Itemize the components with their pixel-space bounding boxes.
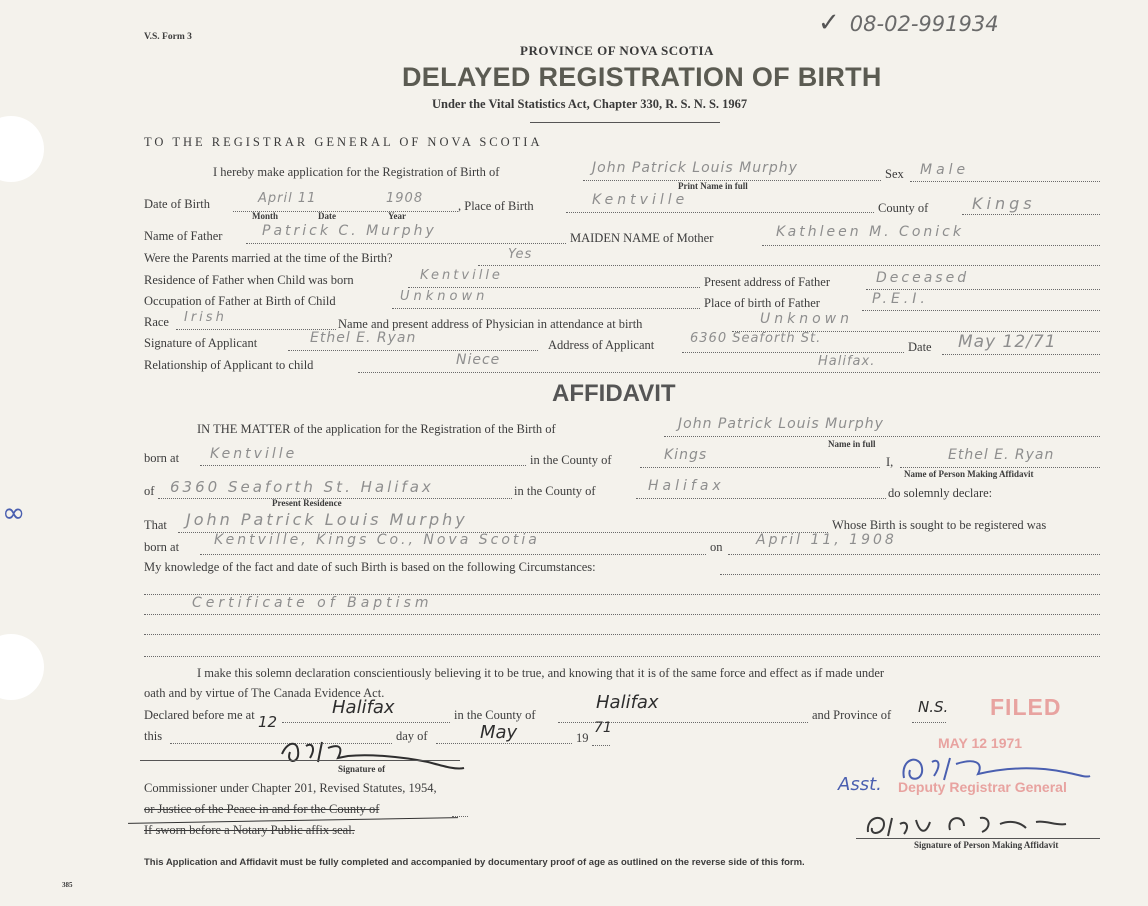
app-date-label: Date xyxy=(908,340,932,354)
born-at-line xyxy=(200,465,526,466)
person-affidavit-caption: Name of Person Making Affidavit xyxy=(904,469,1034,479)
app-date-value: May 12/71 xyxy=(958,332,1057,352)
present-address-father-label: Present address of Father xyxy=(704,275,831,289)
this-label: this xyxy=(144,729,163,743)
declared-county-value: Halifax xyxy=(596,692,659,713)
occupation-father-line xyxy=(392,308,700,309)
sex-value: Male xyxy=(920,162,970,178)
asst-mark: Asst. xyxy=(838,774,882,795)
county-value: Kings xyxy=(972,194,1036,213)
person-name-value: Ethel E. Ryan xyxy=(948,447,1055,463)
place-of-birth-line xyxy=(566,212,874,213)
affidavit-child-value: John Patrick Louis Murphy xyxy=(678,416,884,432)
form-subtitle: Under the Vital Statistics Act, Chapter 330, R. S. N. S. 1967 xyxy=(432,97,748,111)
footer-note: This Application and Affidavit must be fully completed and accompanied by documentary proof of age as outlined on the reverse side of this form. xyxy=(144,857,805,868)
present-address-father-value: Deceased xyxy=(876,270,970,286)
circumstance-line-4 xyxy=(144,656,1100,657)
month-caption: Month xyxy=(252,211,279,221)
i-label: I, xyxy=(886,455,894,469)
occupation-father-value: Unknown xyxy=(400,289,489,304)
address-applicant-label: Address of Applicant xyxy=(548,338,655,352)
child-name-value: John Patrick Louis Murphy xyxy=(592,160,798,176)
name-in-full-caption: Name in full xyxy=(828,439,876,449)
born-at-2-label: born at xyxy=(144,540,180,554)
signature-applicant-line xyxy=(288,350,538,351)
place-birth-father-label: Place of birth of Father xyxy=(704,296,820,310)
physician-label: Name and present address of Physician in attendance at birth xyxy=(338,317,643,331)
father-name-value: Patrick C. Murphy xyxy=(262,223,437,239)
title-rule xyxy=(530,122,720,123)
justice-label: or Justice of the Peace in and for the County of xyxy=(144,802,380,816)
year-caption: Year xyxy=(388,211,406,221)
knowledge-label: My knowledge of the fact and date of such Birth is based on the following Circumstances: xyxy=(144,560,596,574)
born-place-line xyxy=(200,554,706,555)
knowledge-line xyxy=(720,574,1100,575)
born-county-line xyxy=(640,467,880,468)
born-date-value: April 11, 1908 xyxy=(756,532,897,548)
born-county-label: in the County of xyxy=(530,453,612,467)
province-value: N.S. xyxy=(918,698,949,716)
year-line xyxy=(592,745,610,746)
declaration-line-2: oath and by virtue of The Canada Evidence Act. xyxy=(144,686,385,700)
born-date-line xyxy=(728,554,1100,555)
relationship-line xyxy=(358,372,1100,373)
declared-place-value: Halifax xyxy=(332,697,395,718)
race-label: Race xyxy=(144,315,169,329)
person-name-line xyxy=(900,467,1100,468)
year-value: 71 xyxy=(594,720,612,736)
corner-code: 385 xyxy=(62,881,73,889)
mother-maiden-label: MAIDEN NAME of Mother xyxy=(570,231,714,245)
affiant-caption: Signature of Person Making Affidavit xyxy=(914,840,1059,850)
address-city-value: Halifax. xyxy=(818,354,876,369)
declared-county-label: in the County of xyxy=(454,708,536,722)
residence-county-line xyxy=(636,498,886,499)
on-label: on xyxy=(710,540,723,554)
residence-value: 6360 Seaforth St. Halifax xyxy=(170,478,434,496)
born-county-value: Kings xyxy=(664,447,708,463)
application-label: I hereby make application for the Registration of Birth of xyxy=(213,165,500,179)
circumstance-line-2 xyxy=(144,614,1100,615)
that-label: That xyxy=(144,518,167,532)
residence-county-label: in the County of xyxy=(514,484,596,498)
punch-hole-top xyxy=(0,116,44,182)
in-the-matter-label: IN THE MATTER of the application for the Registration of the Birth of xyxy=(197,422,556,436)
sex-label: Sex xyxy=(885,167,904,181)
affiant-signature-rule xyxy=(856,838,1100,839)
born-at-value: Kentville xyxy=(210,446,298,462)
signature-of-caption: Signature of xyxy=(338,764,386,774)
county-label: County of xyxy=(878,201,929,215)
mother-maiden-line xyxy=(762,245,1100,246)
signature-rule xyxy=(140,760,460,761)
residence-father-label: Residence of Father when Child was born xyxy=(144,273,354,287)
dob-label: Date of Birth xyxy=(144,197,210,211)
parents-married-value: Yes xyxy=(508,247,533,262)
that-name-value: John Patrick Louis Murphy xyxy=(186,510,468,529)
print-name-caption: Print Name in full xyxy=(678,181,748,191)
year-prefix: 19 xyxy=(576,731,589,745)
filed-stamp: FILED xyxy=(990,694,1062,720)
relationship-value: Niece xyxy=(456,352,501,368)
residence-county-value: Halifax xyxy=(648,478,725,494)
form-title: DELAYED REGISTRATION OF BIRTH xyxy=(402,62,882,92)
dob-value: April 11 xyxy=(258,191,317,206)
date-caption: Date xyxy=(318,211,336,221)
checkmark-icon: ✓ xyxy=(818,8,840,38)
deputy-registrar-caption: Deputy Registrar General xyxy=(898,779,1067,795)
circumstances-value: Certificate of Baptism xyxy=(192,595,433,611)
affidavit-heading: AFFIDAVIT xyxy=(552,380,676,407)
born-place-value: Kentville, Kings Co., Nova Scotia xyxy=(214,532,540,548)
solemnly-declare-label: do solemnly declare: xyxy=(888,486,993,500)
place-birth-father-value: P.E.I. xyxy=(872,291,929,307)
province-label: and Province of xyxy=(812,708,892,722)
commissioner-label: Commissioner under Chapter 201, Revised Statutes, 1954, xyxy=(144,781,437,795)
stamp-date: MAY 12 1971 xyxy=(938,735,1023,751)
file-number xyxy=(818,8,999,38)
occupation-father-label: Occupation of Father at Birth of Child xyxy=(144,294,336,308)
file-number-text: 08-02-991934 xyxy=(849,12,999,36)
address-applicant-line xyxy=(682,352,904,353)
circumstance-line-3 xyxy=(144,634,1100,635)
residence-father-value: Kentville xyxy=(420,268,503,283)
form-number: V.S. Form 3 xyxy=(144,32,192,42)
day-of-label: day of xyxy=(396,729,428,743)
sex-line xyxy=(910,181,1100,182)
born-at-label: born at xyxy=(144,451,180,465)
declared-before-label: Declared before me at xyxy=(144,708,255,722)
declaration-line-1: I make this solemn declaration conscientiously believing it to be true, and knowing that it is of the same force and effect as if made under xyxy=(197,666,885,680)
residence-father-line xyxy=(408,287,700,288)
dob-year-value: 1908 xyxy=(386,191,424,206)
place-of-birth-value: Kentville xyxy=(592,192,689,208)
county-line xyxy=(962,214,1100,215)
father-name-line xyxy=(246,243,566,244)
registrar-heading: TO THE REGISTRAR GENERAL OF NOVA SCOTIA xyxy=(144,135,543,149)
father-name-label: Name of Father xyxy=(144,229,223,243)
place-birth-father-line xyxy=(862,310,1100,311)
address-applicant-value: 6360 Seaforth St. xyxy=(690,331,822,346)
mother-maiden-value: Kathleen M. Conick xyxy=(776,224,964,240)
physician-value: Unknown xyxy=(760,311,853,327)
present-address-father-line xyxy=(866,289,1100,290)
declared-place-line xyxy=(282,722,450,723)
signature-applicant-label: Signature of Applicant xyxy=(144,336,258,350)
province-heading: PROVINCE OF NOVA SCOTIA xyxy=(520,43,714,58)
signature-applicant-value: Ethel E. Ryan xyxy=(310,330,417,346)
whose-birth-label: Whose Birth is sought to be registered was xyxy=(832,518,1047,532)
parents-married-line xyxy=(478,265,1100,266)
punch-hole-bottom xyxy=(0,634,44,700)
month-value: May xyxy=(480,722,518,743)
race-value: Irish xyxy=(184,310,227,325)
relationship-label: Relationship of Applicant to child xyxy=(144,358,314,372)
parents-married-label: Were the Parents married at the time of the Birth? xyxy=(144,251,393,265)
present-residence-caption: Present Residence xyxy=(272,498,342,508)
of-label: of xyxy=(144,484,155,498)
affidavit-child-line xyxy=(664,436,1100,437)
notary-label: If sworn before a Notary Public affix seal. xyxy=(144,823,355,837)
day-value: 12 xyxy=(258,713,278,731)
place-of-birth-label: , Place of Birth xyxy=(458,199,534,213)
app-date-line xyxy=(942,354,1100,355)
province-line xyxy=(912,722,946,723)
margin-mark: ∞ xyxy=(2,496,26,529)
